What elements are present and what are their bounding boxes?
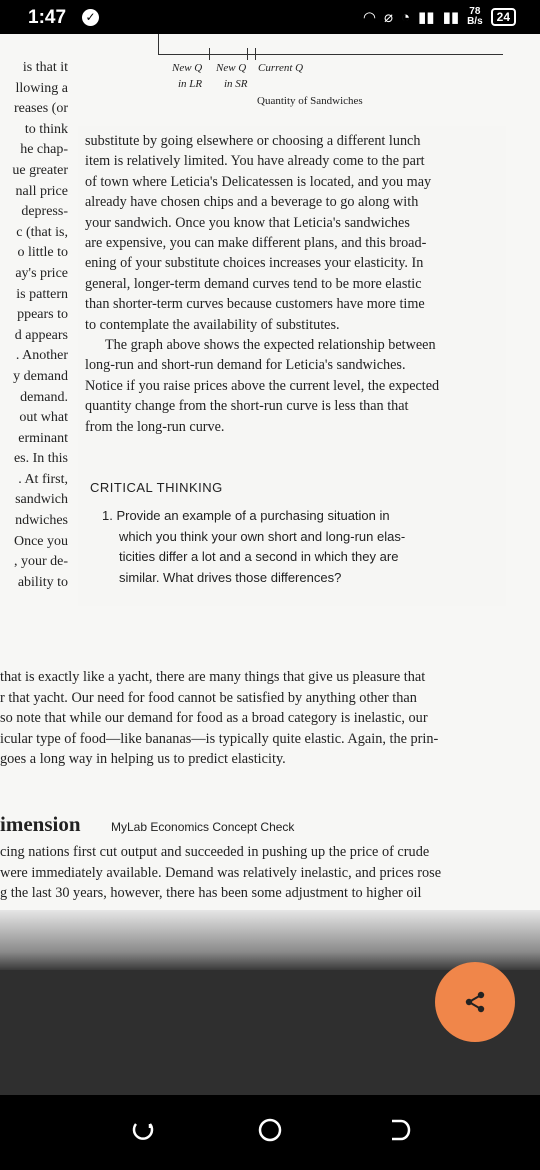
status-time: 1:47 xyxy=(28,7,67,28)
text-line: long-run and short-run demand for Leticia's sandwiches. xyxy=(85,357,406,374)
critical-thinking-heading: CRITICAL THINKING xyxy=(90,480,223,495)
critical-thinking-item xyxy=(102,506,502,588)
page-photo xyxy=(0,34,540,910)
verified-icon: ✓ xyxy=(82,9,99,26)
text-line: cing nations first cut output and succeeded in pushing up the price of crude xyxy=(0,844,430,860)
margin-line: to think xyxy=(24,121,68,137)
margin-line: demand. xyxy=(20,389,68,405)
text-line: were immediately available. Demand was relatively inelastic, and prices rose xyxy=(0,864,442,881)
margin-text xyxy=(0,58,68,593)
alarm-off-icon: ⌀ xyxy=(383,9,393,26)
margin-line: he chap- xyxy=(20,142,68,158)
text-line: general, longer-term demand curves tend to be more elastic xyxy=(85,275,422,292)
text-line: Notice if you raise prices above the current level, the expected xyxy=(85,377,440,394)
battery-indicator: 24 xyxy=(491,8,516,26)
net-speed-value: 78 xyxy=(469,6,481,17)
margin-line: sandwich xyxy=(15,492,68,508)
text-line: of town where Leticia's Delicatessen is located, and you may xyxy=(85,173,432,190)
margin-line: is that it xyxy=(22,60,68,75)
feature-paragraph-1 xyxy=(85,131,503,335)
back-button[interactable] xyxy=(383,1115,413,1145)
text-line: r that yacht. Our need for food cannot be satisfied by anything other than xyxy=(0,689,417,706)
text-line: from the long-run curve. xyxy=(85,418,225,435)
margin-line: c (that is, xyxy=(16,224,68,240)
text-line: than shorter-term curves because customers have more time xyxy=(85,296,425,313)
chart-tick-sr xyxy=(247,48,248,60)
text-line: substitute by going elsewhere or choosing a different lunch xyxy=(85,133,421,149)
net-speed-unit: B/s xyxy=(467,16,483,27)
margin-line: ay's price xyxy=(15,265,68,281)
text-line: quantity change from the short-run curve is less than that xyxy=(85,398,409,415)
signal-icon-2: ▮▮ xyxy=(442,9,460,26)
margin-line: out what xyxy=(19,410,68,426)
margin-line: is pattern xyxy=(16,286,68,302)
status-icons xyxy=(363,7,516,27)
margin-line: d appears xyxy=(14,327,68,343)
chart-tick-current xyxy=(255,48,256,60)
signal-icon: ▮▮ xyxy=(418,9,435,26)
margin-line: ability to xyxy=(17,574,68,590)
net-speed xyxy=(467,7,483,27)
chart-sublabel-lr: in LR xyxy=(178,78,203,90)
text-line: g the last 30 years, however, there has been some adjustment to higher oil xyxy=(0,885,422,901)
chart-label-new-q-lr: New Q xyxy=(172,62,203,74)
margin-line: . Another xyxy=(15,348,68,364)
text-line: already have chosen chips and a beverage to go along with xyxy=(85,194,419,211)
body-paragraph-2 xyxy=(0,842,518,904)
text-line: which you think your own short and long-run elas- xyxy=(119,528,406,544)
photo-shadow xyxy=(0,910,540,970)
text-line: are expensive, you can make different plans, and this broad- xyxy=(85,235,427,252)
text-line: your sandwich. Once you know that Leticia's sandwiches xyxy=(85,214,410,231)
text-line: that is exactly like a yacht, there are many things that give us pleasure that xyxy=(0,669,426,685)
margin-line: es. In this xyxy=(13,451,68,467)
margin-line: llowing a xyxy=(15,80,68,96)
text-line: to contemplate the availability of substitutes. xyxy=(85,316,340,333)
text-line: goes a long way in helping us to predict elasticity. xyxy=(0,751,286,767)
home-button[interactable] xyxy=(255,1115,285,1145)
margin-line: , your de- xyxy=(13,554,68,570)
text-line: so note that while our demand for food as a broad category is inelastic, our xyxy=(0,710,428,726)
margin-line: nall price xyxy=(15,183,68,199)
body-paragraph-1 xyxy=(0,667,518,770)
text-line: ticities differ a lot and a second in which they are xyxy=(119,549,399,564)
section-concept-check: MyLab Economics Concept Check xyxy=(111,820,295,834)
margin-line: ndwiches xyxy=(15,513,68,529)
share-button[interactable] xyxy=(435,962,515,1042)
margin-line: Once you xyxy=(13,533,68,549)
text-line: icular type of food—like bananas—is typically quite elastic. Again, the prin- xyxy=(0,730,439,747)
wifi-icon: ◔ xyxy=(400,8,411,26)
chart-sublabel-sr: in SR xyxy=(224,78,248,90)
chart-axes xyxy=(158,34,503,55)
share-icon xyxy=(463,990,487,1014)
margin-line: reases (or xyxy=(13,101,68,117)
margin-line: . At first, xyxy=(18,471,68,487)
text-line: item is relatively limited. You have already come to the part xyxy=(85,153,425,170)
recents-button[interactable] xyxy=(128,1115,158,1145)
section-heading: imension xyxy=(0,812,81,836)
margin-line: ppears to xyxy=(17,307,68,323)
margin-line: y demand xyxy=(13,368,68,384)
text-line: 1. Provide an example of a purchasing situation in xyxy=(102,508,390,523)
chart-axis-label: Quantity of Sandwiches xyxy=(257,95,363,107)
headset-icon: ◠ xyxy=(362,9,376,26)
margin-line: o little to xyxy=(17,245,68,261)
margin-line: ue greater xyxy=(12,162,68,178)
margin-line: depress- xyxy=(21,204,68,220)
text-line: ening of your substitute choices increases your elasticity. In xyxy=(85,255,424,272)
margin-line: erminant xyxy=(18,430,68,446)
text-line: The graph above shows the expected relationship between xyxy=(105,337,436,353)
navigation-bar xyxy=(0,1095,540,1170)
chart-label-current-q: Current Q xyxy=(258,62,304,74)
status-bar xyxy=(0,0,540,34)
feature-paragraph-2 xyxy=(85,335,503,437)
chart-tick-lr xyxy=(209,48,210,60)
text-line: similar. What drives those differences? xyxy=(119,569,342,585)
chart-label-new-q-sr: New Q xyxy=(216,62,247,74)
